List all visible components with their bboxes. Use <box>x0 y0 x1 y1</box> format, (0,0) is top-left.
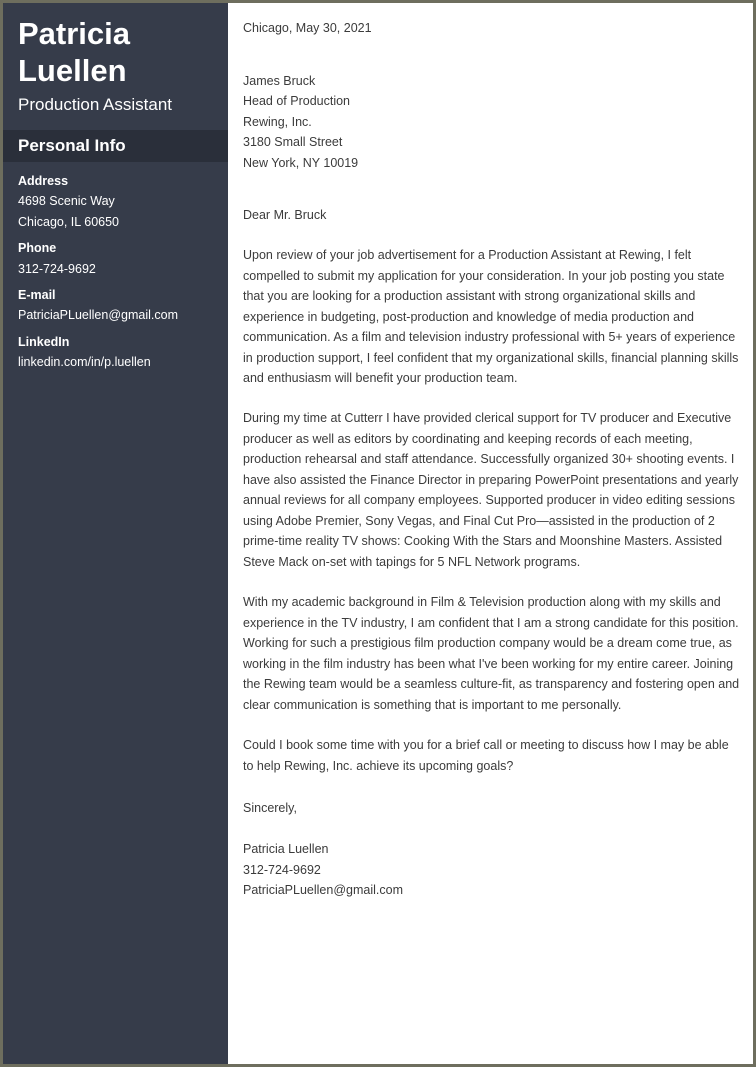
job-title: Production Assistant <box>18 95 173 114</box>
closing: Sincerely, <box>243 801 297 815</box>
paragraph-3: With my academic background in Film & Television production along with my skills and experience in the TV industry, I am confident that I am a strong candidate for this position. Working for such a prestigious film production company would be a dream come true, as working in the film industry has been what I've been working for my entire career. Joining the Rewing team would be a seamless culture-fit, as transparency and fostering open and clear communication is something that is important to me personally. <box>243 595 740 712</box>
recipient-street: 3180 Small Street <box>243 135 343 149</box>
recipient-name: James Bruck <box>243 74 316 88</box>
first-name: Patricia <box>18 16 131 51</box>
address-line1: 4698 Scenic Way <box>18 194 115 208</box>
phone-value: 312-724-9692 <box>18 262 96 276</box>
salutation: Dear Mr. Bruck <box>243 208 327 222</box>
email-value[interactable]: PatriciaPLuellen@gmail.com <box>18 308 178 322</box>
recipient-city: New York, NY 10019 <box>243 156 359 170</box>
linkedin-label: LinkedIn <box>18 335 70 349</box>
linkedin-value[interactable]: linkedin.com/in/p.luellen <box>18 355 151 369</box>
signature-phone: 312-724-9692 <box>243 863 321 877</box>
personal-info-title: Personal Info <box>18 136 126 155</box>
signature-email[interactable]: PatriciaPLuellen@gmail.com <box>243 883 403 897</box>
personal-info-header <box>3 130 228 162</box>
address-line2: Chicago, IL 60650 <box>18 215 120 229</box>
address-label: Address <box>18 174 69 188</box>
resume-page <box>3 3 753 1064</box>
paragraph-2: During my time at Cutterr I have provided clerical support for TV producer and Executive producer as well as editors by coordinating and keeping records of each meeting, production rehearsal and staff attendance. Successfully organized 30+ shooting events. I have also assisted the Finance Director in preparing PowerPoint presentations and yearly annual reviews for all company employees. Supported producer in video editing sessions using Adobe Premier, Sony Vegas, and Final Cut Pro—assisted in the production of 2 prime-time reality TV shows: Cooking With the Stars and Moonshine Masters. Assisted Steve Mack on-set with tapings for 5 NFL Network programs. <box>243 411 739 569</box>
recipient-company: Rewing, Inc. <box>243 115 312 129</box>
signature-name: Patricia Luellen <box>243 842 329 856</box>
phone-label: Phone <box>18 241 57 255</box>
recipient-title: Head of Production <box>243 94 351 108</box>
sidebar <box>3 3 228 1064</box>
email-label: E-mail <box>18 288 56 302</box>
last-name: Luellen <box>18 53 127 88</box>
paragraph-4: Could I book some time with you for a brief call or meeting to discuss how I may be able to help Rewing, Inc. achieve its upcoming goals? <box>243 738 729 773</box>
letter-date: Chicago, May 30, 2021 <box>243 21 372 35</box>
paragraph-1: Upon review of your job advertisement for a Production Assistant at Rewing, I felt compelled to submit my application for your consideration. In your job posting you state that you are looking for a production assistant with strong organizational skills and experience in budgeting, post-production and knowledge of media production and communication. As a film and television industry professional with 5+ years of experience in production support, I feel confident that my organizational skills, financial planning skills and enthusiasm will benefit your production team. <box>243 248 739 385</box>
candidate-name <box>18 15 218 89</box>
